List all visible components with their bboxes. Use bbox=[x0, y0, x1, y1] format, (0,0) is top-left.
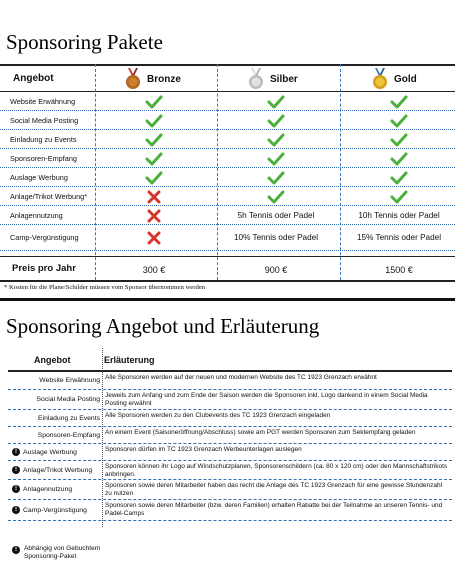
explanation-row-label bbox=[8, 480, 102, 500]
explanation-table-header bbox=[8, 348, 452, 372]
section-divider bbox=[0, 298, 455, 301]
check-icon bbox=[340, 168, 455, 187]
explanation-row-label bbox=[8, 461, 102, 480]
package-row-label: Einladung zu Events bbox=[10, 135, 77, 144]
check-icon bbox=[340, 92, 455, 111]
package-row-label: Social Media Posting bbox=[10, 116, 79, 125]
tier-gold-label: Gold bbox=[394, 73, 417, 85]
package-cell-text: 5h Tennis oder Padel bbox=[237, 210, 315, 220]
package-table-header bbox=[0, 64, 455, 92]
check-icon bbox=[340, 130, 455, 149]
section2-title: Sponsoring Angebot und Erläuterung bbox=[6, 314, 320, 338]
tier-silver-label: Silber bbox=[270, 73, 298, 85]
explanation-row bbox=[8, 461, 452, 480]
price-label: Preis pro Jahr bbox=[12, 263, 76, 274]
explanation-row-label bbox=[8, 500, 102, 521]
gold-medal-icon bbox=[372, 68, 388, 90]
tier-bronze-label: Bronze bbox=[147, 73, 181, 85]
explanation-row-name: Website Erwähnung bbox=[39, 377, 100, 384]
explanation-row-label bbox=[8, 444, 102, 461]
footnote: * Kosten für die Plane/Schilder müssen vom Sponsor übernommen werden bbox=[4, 284, 206, 291]
explanation-row-desc: Sponsoren sowie deren Mitarbeiter haben das recht die Anlage des TC 1923 Grenzach für eine gewisse Stundenzahl zu nutzen bbox=[105, 482, 443, 497]
package-row bbox=[0, 225, 455, 251]
package-cell-text: 15% Tennis oder Padel bbox=[356, 233, 442, 242]
explanation-row bbox=[8, 444, 452, 461]
explanation-row-desc: Sponsoren dürfen im TC 1923 Grenzach Werbeunterlagen auslegen bbox=[105, 446, 302, 453]
package-row-label: Anlagennutzung bbox=[10, 211, 63, 220]
package-row-label: Website Erwähnung bbox=[10, 97, 76, 106]
package-row-label: Camp-Vergünstigung bbox=[10, 233, 79, 242]
check-icon bbox=[340, 187, 455, 206]
silver-medal-icon bbox=[248, 68, 264, 90]
price-row bbox=[0, 256, 455, 282]
check-icon bbox=[95, 111, 213, 130]
legend-text: Abhängig von Gebuchtem Sponsoring-Paket bbox=[24, 545, 101, 560]
explanation-row-name: Auslage Werbung bbox=[23, 449, 77, 456]
package-cell-text: 10% Tennis oder Padel bbox=[233, 233, 319, 242]
price-gold: 1500 € bbox=[385, 265, 413, 275]
explanation-row-desc: Alle Sponsoren werden auf der neuen und modernen Website des TC 1923 Grenzach erwähnt bbox=[105, 374, 377, 381]
explanation-row-label bbox=[8, 372, 102, 390]
explanation-row bbox=[8, 500, 452, 521]
explanation-row bbox=[8, 427, 452, 444]
exclamation-icon: ! bbox=[12, 448, 20, 456]
explanation-row-label bbox=[8, 410, 102, 427]
package-row bbox=[0, 111, 455, 130]
package-row bbox=[0, 149, 455, 168]
cross-icon bbox=[95, 187, 213, 206]
explanation-row bbox=[8, 372, 452, 390]
explanation-row-name: Camp-Vergünstigung bbox=[23, 507, 87, 514]
check-icon bbox=[340, 111, 455, 130]
tier-bronze bbox=[125, 68, 181, 90]
package-row bbox=[0, 168, 455, 187]
check-icon bbox=[95, 92, 213, 111]
explanation-row-desc: An einem Event (Saisoneröffnung/Abschluss) sowie am PGT werden Sponsoren zum Sektempfang geladen bbox=[105, 429, 416, 436]
bronze-medal-icon bbox=[125, 68, 141, 90]
explanation-row-desc: Sponsoren sowie deren Mitarbeiter (bzw. deren Familien) erhalten Rabatte bei der Teilnahme an unseren Tennis- und Padel-Camps bbox=[105, 502, 443, 517]
check-icon bbox=[340, 149, 455, 168]
explanation-row-label bbox=[8, 390, 102, 410]
explanation-row-name: Anlagennutzung bbox=[23, 486, 73, 493]
explanation-row bbox=[8, 480, 452, 500]
tier-silver bbox=[248, 68, 298, 90]
explanation-row-desc: Jeweils zum Anfang und zum Ende der Saison werden die Sponsoren inkl. Logo dankend in einem Social Media Posting erwähnt bbox=[105, 392, 428, 407]
check-icon bbox=[217, 111, 335, 130]
package-row bbox=[0, 187, 455, 206]
explanation-row-desc: Alle Sponsoren werden zu den Clubevents des TC 1923 Grenzach eingeladen bbox=[105, 412, 331, 419]
package-row-label: Anlage/Trikot Werbung* bbox=[10, 192, 88, 201]
check-icon bbox=[95, 168, 213, 187]
exclamation-icon: ! bbox=[12, 506, 20, 514]
cross-icon bbox=[95, 225, 213, 251]
explanation-row-desc: Sponsoren können ihr Logo auf Windschutzplanen, Sponsorenschildern (ca. 80 x 120 cm) oder den Mannschaftstrikots anbringen. bbox=[105, 463, 448, 478]
explanation-row-label bbox=[8, 427, 102, 444]
explanation-row-name: Anlage/Trikot Werbung bbox=[23, 467, 93, 474]
check-icon bbox=[217, 130, 335, 149]
explanation-row-name: Einladung zu Events bbox=[38, 415, 100, 422]
explanation-row bbox=[8, 390, 452, 410]
check-icon bbox=[217, 168, 335, 187]
cross-icon bbox=[95, 206, 213, 225]
exclamation-icon: ! bbox=[12, 466, 20, 474]
price-silver: 900 € bbox=[264, 265, 288, 275]
price-bronze: 300 € bbox=[142, 265, 166, 275]
check-icon bbox=[217, 92, 335, 111]
package-row bbox=[0, 92, 455, 111]
check-icon bbox=[95, 149, 213, 168]
package-cell-text: 10h Tennis oder Padel bbox=[358, 210, 440, 220]
tier-gold bbox=[372, 68, 417, 90]
explanation-row-name: Social Media Posting bbox=[36, 396, 100, 403]
check-icon bbox=[217, 149, 335, 168]
header-angebot: Angebot bbox=[13, 73, 54, 84]
explanation-row-name: Sponsoren-Empfang bbox=[37, 432, 100, 439]
package-row-label: Auslage Werbung bbox=[10, 173, 68, 182]
header-angebot: Angebot bbox=[34, 355, 71, 365]
package-row bbox=[0, 130, 455, 149]
exclamation-icon: ! bbox=[12, 485, 20, 493]
package-row bbox=[0, 206, 455, 225]
check-icon bbox=[95, 130, 213, 149]
check-icon bbox=[217, 187, 335, 206]
package-row-label: Sponsoren-Empfang bbox=[10, 154, 77, 163]
section1-title: Sponsoring Pakete bbox=[6, 30, 163, 54]
explanation-row bbox=[8, 410, 452, 427]
header-erlaeuterung: Erläuterung bbox=[104, 355, 155, 365]
exclamation-icon: ! bbox=[12, 546, 20, 554]
